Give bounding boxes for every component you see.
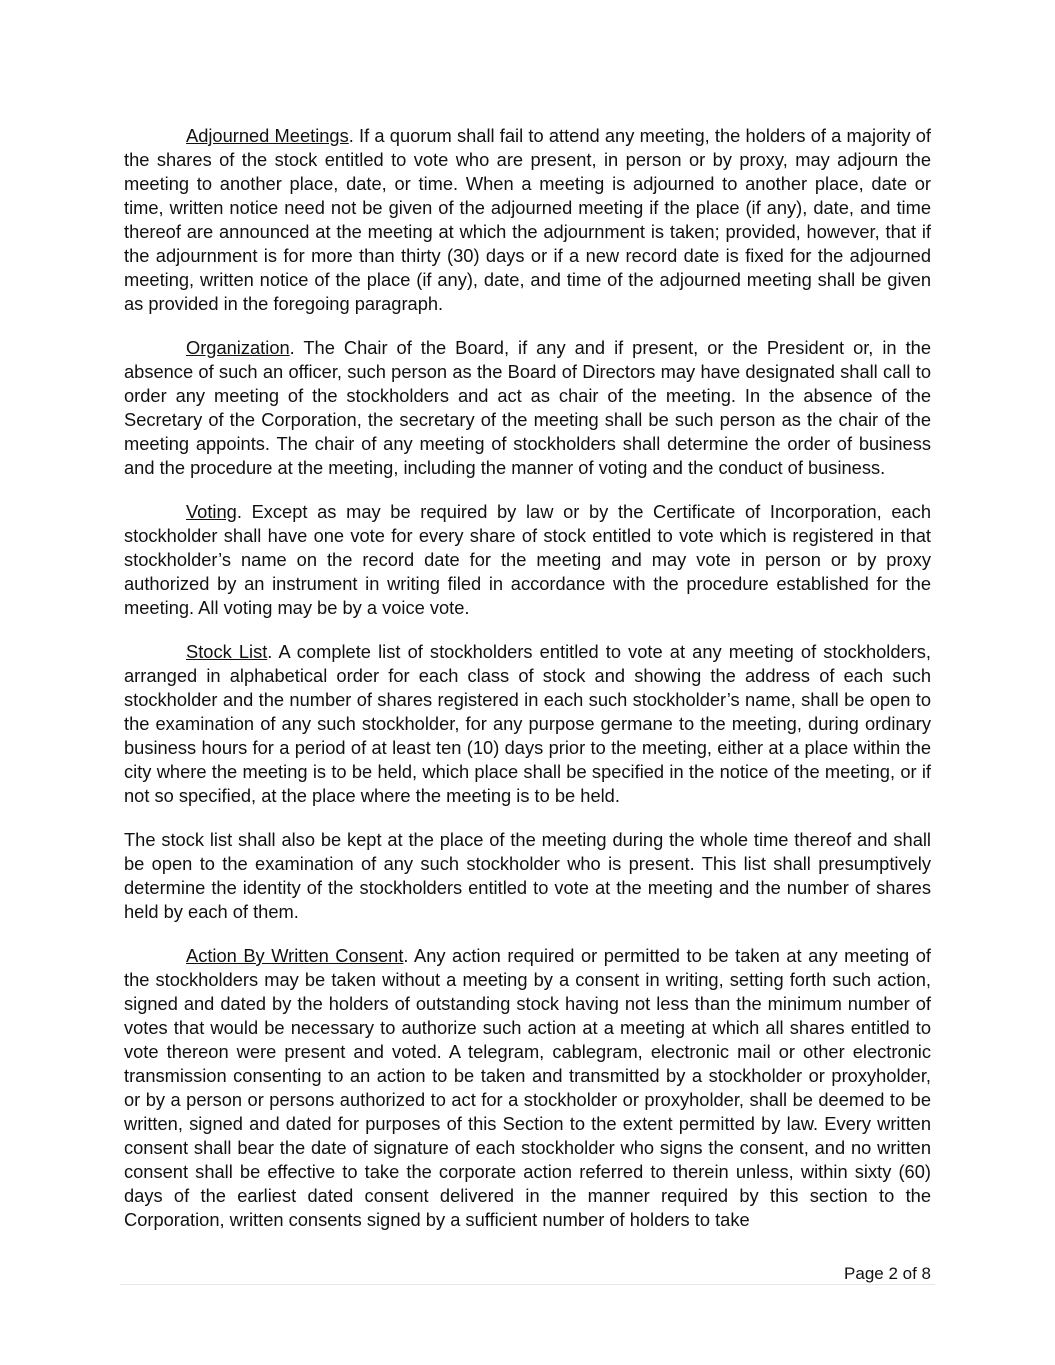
paragraph-adjourned-meetings — [124, 124, 931, 316]
page-number: Page 2 of 8 — [844, 1264, 931, 1283]
paragraph-action-by-written-consent — [124, 944, 931, 1232]
paragraph-voting — [124, 500, 931, 620]
paragraph-text: . Any action required or permitted to be taken at any meeting of the stockholders may be taken without a meeting by a consent in writing, setting forth such action, signed and dated by the holders of outstanding stock having not less than the minimum number of votes that would be necessary to authorize such action at a meeting at which all shares entitled to vote thereon were present and voted. A telegram, cablegram, electronic mail or other electronic transmission consenting to an action to be taken and transmitted by a stockholder or proxyholder, or by a person or persons authorized to act for a stockholder or proxyholder, shall be deemed to be written, signed and dated for purposes of this Section to the extent permitted by law. Every written consent shall bear the date of signature of each stockholder who signs the consent, and no written consent shall be effective to take the corporate action referred to therein unless, within sixty (60) days of the earliest dated consent delivered in the manner required by this section to the Corporation, written consents signed by a sufficient number of holders to take — [124, 945, 931, 1230]
section-heading-voting: Voting — [186, 501, 237, 522]
section-heading-stock-list: Stock List — [186, 641, 268, 662]
paragraph-stock-list — [124, 640, 931, 808]
paragraph-text: . Except as may be required by law or by the Certificate of Incorporation, each stockholder shall have one vote for every share of stock entitled to vote which is registered in that stockholder’s name on the record date for the meeting and may vote in person or by proxy authorized by an instrument in writing filed in accordance with the procedure established for the meeting. All voting may be by a voice vote. — [124, 501, 931, 618]
section-heading-organization: Organization — [186, 337, 290, 358]
paragraph-text: . The Chair of the Board, if any and if present, or the President or, in the absence of such an officer, such person as the Board of Directors may have designated shall call to order any meeting of the stockholders and act as chair of the meeting. In the absence of the Secretary of the Corporation, the secretary of the meeting shall be such person as the chair of the meeting appoints. The chair of any meeting of stockholders shall determine the order of business and the procedure at the meeting, including the manner of voting and the conduct of business. — [124, 337, 931, 478]
paragraph-text: The stock list shall also be kept at the place of the meeting during the whole time thereof and shall be open to the examination of any such stockholder who is present. This list shall presumptively determine the identity of the stockholders entitled to vote at the meeting and the number of shares held by each of them. — [124, 829, 931, 922]
paragraph-organization — [124, 336, 931, 480]
paragraph-text: . If a quorum shall fail to attend any meeting, the holders of a majority of the shares of the stock entitled to vote who are present, in person or by proxy, may adjourn the meeting to another place, date, or time. When a meeting is adjourned to another place, date or time, written notice need not be given of the adjourned meeting if the place (if any), date, and time thereof are announced at the meeting at which the adjournment is taken; provided, however, that if the adjournment is for more than thirty (30) days or if a new record date is fixed for the adjourned meeting, written notice of the place (if any), date, and time of the adjourned meeting shall be given as provided in the foregoing paragraph. — [124, 125, 932, 314]
paragraph-stock-list-continued — [124, 828, 931, 924]
document-body — [124, 124, 931, 1252]
footer-divider — [120, 1284, 935, 1285]
section-heading-adjourned-meetings: Adjourned Meetings — [186, 125, 349, 146]
section-heading-action-by-written-consent: Action By Written Consent — [186, 945, 404, 966]
paragraph-text: . A complete list of stockholders entitled to vote at any meeting of stockholders, arranged in alphabetical order for each class of stock and showing the address of each such stockholder and the number of shares registered in each such stockholder’s name, shall be open to the examination of any such stockholder, for any purpose germane to the meeting, during ordinary business hours for a period of at least ten (10) days prior to the meeting, either at a place within the city where the meeting is to be held, which place shall be specified in the notice of the meeting, or if not so specified, at the place where the meeting is to be held. — [124, 641, 932, 806]
